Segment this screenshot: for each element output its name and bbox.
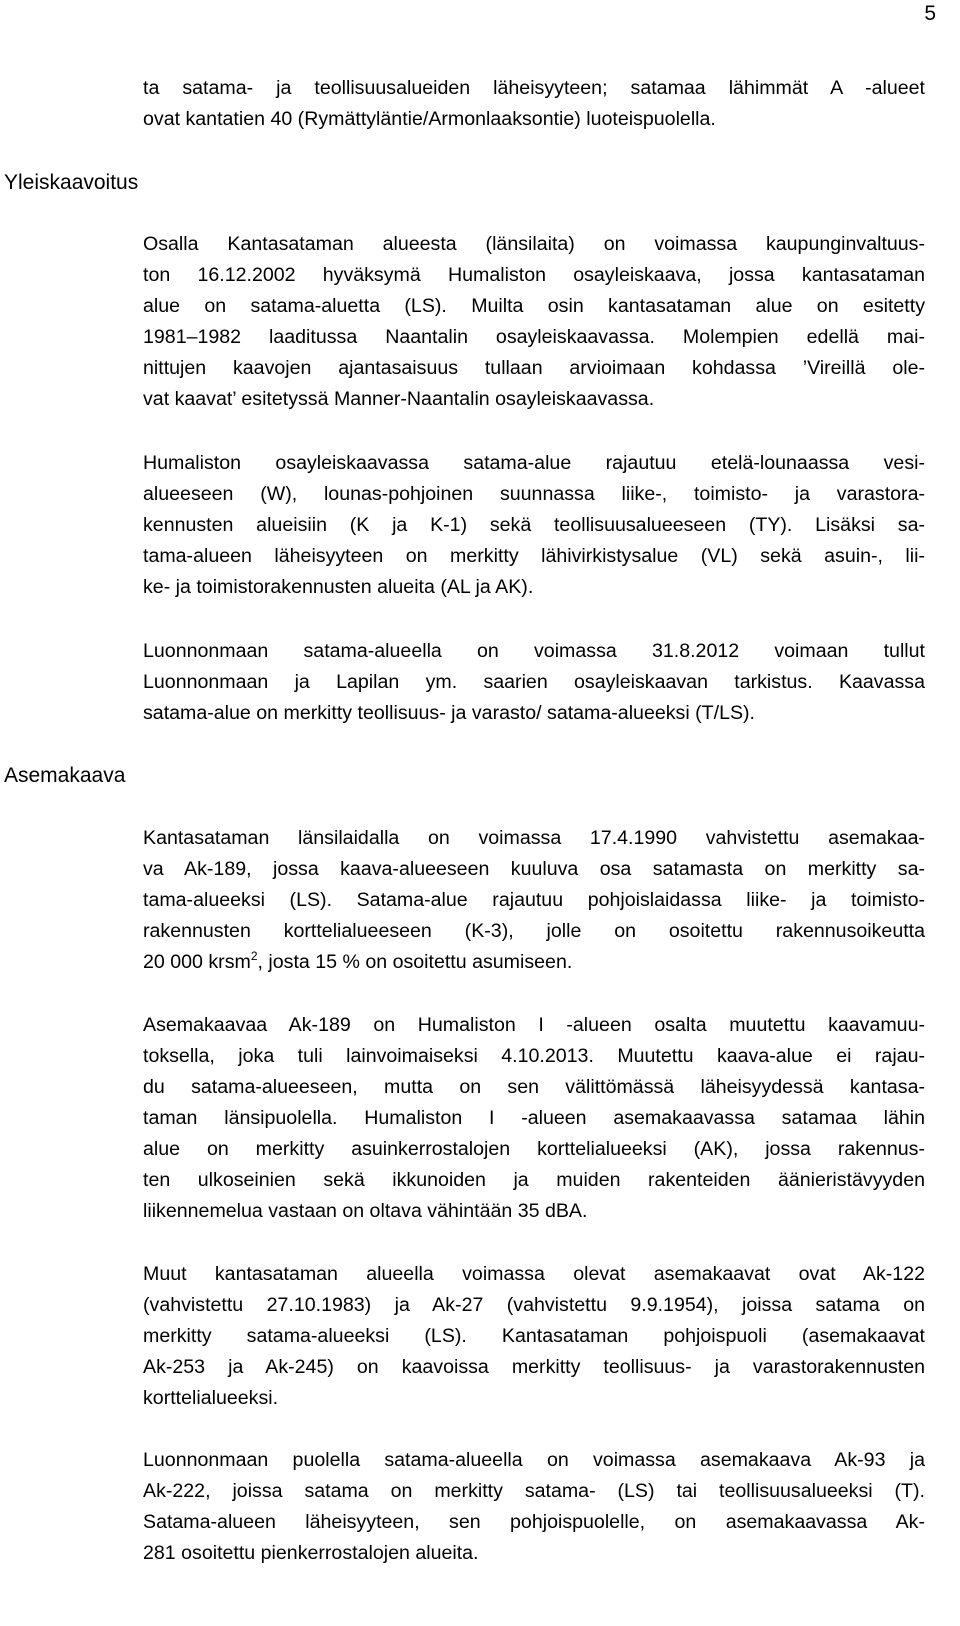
text-line: kennusten alueisiin (K ja K-1) sekä teollisuusalueeseen (TY). Lisäksi sa-: [143, 514, 925, 536]
text-line: alueeseen (W), lounas-pohjoinen suunnassa liike-, toimisto- ja varastora-: [143, 483, 925, 505]
page-number: 5: [924, 2, 936, 25]
text-line: ton 16.12.2002 hyväksymä Humaliston osayleiskaava, jossa kantasataman: [143, 264, 925, 286]
text-line: Luonnonmaan satama-alueella on voimassa 31.8.2012 voimaan tullut: [143, 640, 925, 662]
superscript: 2: [250, 949, 258, 963]
text-line: ovat kantatien 40 (Rymättyläntie/Armonlaaksontie) luoteispuolella.: [143, 108, 716, 130]
text-line: ten ulkoseinien sekä ikkunoiden ja muiden rakenteiden äänieristävyyden: [143, 1169, 925, 1191]
paragraph-humaliston-osayleiskaava: [143, 448, 925, 603]
text-line: Muut kantasataman alueella voimassa olevat asemakaavat ovat Ak-122: [143, 1263, 925, 1285]
text-line: Ak-222, joissa satama on merkitty satama- (LS) tai teollisuusalueeksi (T).: [143, 1480, 925, 1502]
paragraph-kaavamuutos: [143, 1010, 925, 1227]
text-line: taman länsipuolella. Humaliston I -alueen asemakaavassa satamaa lähin: [143, 1107, 925, 1129]
paragraph-osayleiskaava: [143, 229, 925, 415]
sidebar-heading-asemakaava: Asemakaava: [4, 764, 126, 787]
text-line: du satama-alueeseen, mutta on sen välittömässä läheisyydessä kantasa-: [143, 1076, 925, 1098]
text-line: Satama-alueen läheisyyteen, sen pohjoispuolelle, on asemakaavassa Ak-: [143, 1511, 925, 1533]
text-line: merkitty satama-alueeksi (LS). Kantasataman pohjoispuoli (asemakaavat: [143, 1325, 925, 1347]
paragraph-muut-asemakaavat: [143, 1259, 925, 1414]
text-line: rakennusten korttelialueeseen (K-3), jolle on osoitettu rakennusoikeutta: [143, 920, 925, 942]
paragraph-asemakaava-ak189: [143, 823, 925, 978]
text-line: liikennemelua vastaan on oltava vähintään 35 dBA.: [143, 1200, 588, 1222]
text-line: Asemakaavaa Ak-189 on Humaliston I -alueen osalta muutettu kaavamuu-: [143, 1014, 925, 1036]
text-line: tama-alueen läheisyyteen on merkitty lähivirkistysalue (VL) sekä asuin-, lii-: [143, 545, 925, 567]
text-line: 1981–1982 laaditussa Naantalin osayleiskaavassa. Molempien edellä mai-: [143, 326, 925, 348]
text-line: Ak-253 ja Ak-245) on kaavoissa merkitty teollisuus- ja varastorakennusten: [143, 1356, 925, 1378]
text-line: va Ak-189, jossa kaava-alueeseen kuuluva osa satamasta on merkitty sa-: [143, 858, 925, 880]
sidebar-heading-yleiskaavoitus: Yleiskaavoitus: [4, 171, 139, 194]
text-line: korttelialueeksi.: [143, 1387, 279, 1409]
text-line: ke- ja toimistorakennusten alueita (AL ja AK).: [143, 576, 534, 598]
text-line: Luonnonmaan ja Lapilan ym. saarien osayleiskaavan tarkistus. Kaavassa: [143, 671, 925, 693]
text-line: Luonnonmaan puolella satama-alueella on voimassa asemakaava Ak-93 ja: [143, 1449, 925, 1471]
text-fragment: 20 000 krsm: [143, 951, 251, 973]
paragraph-continuation: [143, 73, 925, 135]
text-line: Kantasataman länsilaidalla on voimassa 17.4.1990 vahvistettu asemakaa-: [143, 827, 925, 849]
text-line: toksella, joka tuli lainvoimaiseksi 4.10.2013. Muutettu kaava-alue ei rajau-: [143, 1045, 925, 1067]
text-line: 281 osoitettu pienkerrostalojen alueita.: [143, 1542, 479, 1564]
text-line: Osalla Kantasataman alueesta (länsilaita) on voimassa kaupunginvaltuus-: [143, 233, 925, 255]
text-line: tama-alueeksi (LS). Satama-alue rajautuu pohjoislaidassa liike- ja toimisto-: [143, 889, 925, 911]
text-line: [143, 947, 925, 978]
text-line: alue on satama-aluetta (LS). Muilta osin kantasataman alue on esitetty: [143, 295, 925, 317]
text-line: vat kaavat’ esitetyssä Manner-Naantalin osayleiskaavassa.: [143, 388, 655, 410]
text-fragment: , josta 15 % on osoitettu asumiseen.: [257, 951, 573, 973]
text-line: (vahvistettu 27.10.1983) ja Ak-27 (vahvistettu 9.9.1954), joissa satama on: [143, 1294, 925, 1316]
text-line: ta satama- ja teollisuusalueiden läheisyyteen; satamaa lähimmät A -alueet: [143, 77, 925, 99]
text-line: alue on merkitty asuinkerrostalojen korttelialueeksi (AK), jossa rakennus-: [143, 1138, 925, 1160]
text-line: satama-alue on merkitty teollisuus- ja varasto/ satama-alueeksi (T/LS).: [143, 702, 755, 724]
paragraph-luonnonmaan-asemakaavat: [143, 1445, 925, 1569]
paragraph-luonnonmaan-osayleiskaava: [143, 636, 925, 729]
text-line: Humaliston osayleiskaavassa satama-alue rajautuu etelä-lounaassa vesi-: [143, 452, 925, 474]
text-line: nittujen kaavojen ajantasaisuus tullaan arvioimaan kohdassa ’Vireillä ole-: [143, 357, 925, 379]
